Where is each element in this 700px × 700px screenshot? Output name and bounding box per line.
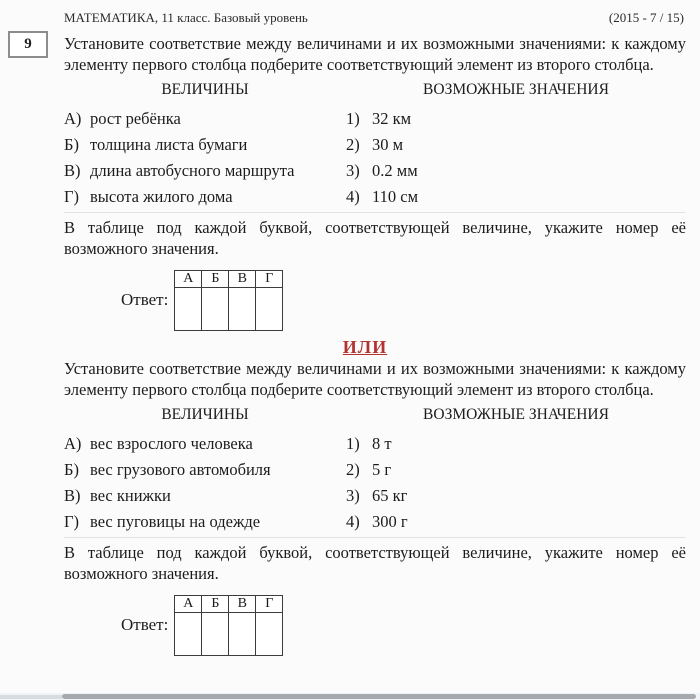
match-lists-1 bbox=[64, 106, 686, 210]
question-number: 9 bbox=[24, 36, 32, 52]
or-divider bbox=[64, 337, 666, 358]
list-item bbox=[346, 457, 686, 483]
list-item bbox=[64, 184, 346, 210]
item-text: 30 м bbox=[372, 134, 404, 154]
or-label: ИЛИ bbox=[342, 336, 388, 357]
item-text: 5 г bbox=[372, 459, 392, 479]
answer-label-1: Ответ: bbox=[121, 289, 169, 309]
values-header-2: ВОЗМОЖНЫЕ ЗНАЧЕНИЯ bbox=[423, 405, 609, 423]
item-text: длина автобусного маршрута bbox=[90, 160, 295, 180]
values-header-1: ВОЗМОЖНЫЕ ЗНАЧЕНИЯ bbox=[423, 80, 609, 98]
page-header bbox=[0, 0, 700, 26]
answer-label-2: Ответ: bbox=[121, 614, 169, 634]
answer-table-input-row bbox=[175, 287, 283, 330]
item-letter: Б) bbox=[64, 134, 79, 154]
item-letter: В) bbox=[64, 485, 81, 505]
item-number: 1) bbox=[346, 108, 360, 128]
item-letter: Б) bbox=[64, 459, 79, 479]
item-text: высота жилого дома bbox=[90, 186, 233, 206]
item-text: 32 км bbox=[372, 108, 412, 128]
quantities-header-2: ВЕЛИЧИНЫ bbox=[161, 405, 249, 423]
list-item bbox=[346, 483, 686, 509]
answer-table-header-row bbox=[175, 595, 283, 612]
question-number-box bbox=[8, 31, 48, 58]
answer-cell bbox=[229, 287, 256, 330]
answer-col-header: Г bbox=[256, 270, 283, 287]
answer-col-header: Б bbox=[202, 270, 229, 287]
list-item bbox=[346, 431, 686, 457]
item-letter: Г) bbox=[64, 511, 80, 531]
values-list-2 bbox=[346, 431, 686, 535]
exam-title: МАТЕМАТИКА, 11 класс. Базовый уровень bbox=[64, 10, 308, 25]
question-body bbox=[64, 33, 686, 656]
answer-cell bbox=[175, 612, 202, 655]
progress-track bbox=[62, 694, 696, 699]
item-number: 4) bbox=[346, 186, 360, 206]
list-item bbox=[64, 509, 346, 535]
answer-table-input-row bbox=[175, 612, 283, 655]
answer-table-header-row bbox=[175, 270, 283, 287]
item-number: 3) bbox=[346, 485, 360, 505]
task-intro-2: Установите соответствие между величинами и их возможными значениями: к каждому элементу первого столбца подберите соответствующий элемент из второго столбца. bbox=[64, 358, 686, 400]
answer-col-header: Б bbox=[202, 595, 229, 612]
item-number: 3) bbox=[346, 160, 360, 180]
quantities-header-1: ВЕЛИЧИНЫ bbox=[161, 80, 249, 98]
quantities-list-2 bbox=[64, 431, 346, 535]
answer-cell bbox=[202, 287, 229, 330]
answer-cell bbox=[256, 612, 283, 655]
table-instruction-2: В таблице под каждой буквой, соответствующей величине, укажите номер её возможного значения. bbox=[64, 542, 686, 584]
answer-cell bbox=[175, 287, 202, 330]
item-number: 4) bbox=[346, 511, 360, 531]
variant-code: (2015 - 7 / 15) bbox=[608, 10, 684, 25]
list-item bbox=[64, 483, 346, 509]
progress-played-segment bbox=[0, 695, 62, 699]
list-item bbox=[346, 106, 686, 132]
section-divider bbox=[64, 537, 686, 538]
answer-table-2 bbox=[174, 595, 283, 656]
answer-cell bbox=[229, 612, 256, 655]
bottom-progress-bar[interactable] bbox=[0, 693, 700, 700]
item-letter: А) bbox=[64, 108, 82, 128]
item-text: 110 см bbox=[372, 186, 419, 206]
list-item bbox=[64, 132, 346, 158]
item-letter: Г) bbox=[64, 186, 80, 206]
list-item bbox=[346, 184, 686, 210]
answer-cell bbox=[256, 287, 283, 330]
item-text: вес книжки bbox=[90, 485, 171, 505]
list-item bbox=[64, 457, 346, 483]
item-text: 65 кг bbox=[372, 485, 408, 505]
item-text: 8 т bbox=[372, 433, 392, 453]
item-text: вес взрослого человека bbox=[90, 433, 253, 453]
item-text: вес пуговицы на одежде bbox=[90, 511, 261, 531]
values-list-1 bbox=[346, 106, 686, 210]
list-item bbox=[346, 509, 686, 535]
item-number: 2) bbox=[346, 134, 360, 154]
list-item bbox=[64, 106, 346, 132]
answer-col-header: В bbox=[229, 270, 256, 287]
list-item bbox=[346, 158, 686, 184]
task-intro-1: Установите соответствие между величинами и их возможными значениями: к каждому элементу первого столбца подберите соответствующий элемент из второго столбца. bbox=[64, 34, 686, 75]
answer-col-header: Г bbox=[256, 595, 283, 612]
item-text: рост ребёнка bbox=[90, 108, 181, 128]
answer-col-header: В bbox=[229, 595, 256, 612]
list-item bbox=[64, 158, 346, 184]
table-instruction-1: В таблице под каждой буквой, соответствующей величине, укажите номер её возможного значения. bbox=[64, 217, 686, 259]
match-lists-2 bbox=[64, 431, 686, 535]
answer-col-header: А bbox=[175, 595, 202, 612]
item-text: толщина листа бумаги bbox=[90, 134, 248, 154]
answer-block-1 bbox=[121, 270, 686, 331]
answer-col-header: А bbox=[175, 270, 202, 287]
answer-table-1 bbox=[174, 270, 283, 331]
quantities-list-1 bbox=[64, 106, 346, 210]
item-letter: А) bbox=[64, 433, 82, 453]
list-item bbox=[346, 132, 686, 158]
answer-cell bbox=[202, 612, 229, 655]
match-headers-2 bbox=[64, 406, 686, 424]
match-headers-1 bbox=[64, 81, 686, 99]
list-item bbox=[64, 431, 346, 457]
item-text: 300 г bbox=[372, 511, 408, 531]
item-letter: В) bbox=[64, 160, 81, 180]
item-number: 1) bbox=[346, 433, 360, 453]
section-divider bbox=[64, 212, 686, 213]
item-text: 0.2 мм bbox=[372, 160, 418, 180]
item-number: 2) bbox=[346, 459, 360, 479]
answer-block-2 bbox=[121, 595, 686, 656]
item-text: вес грузового автомобиля bbox=[90, 459, 271, 479]
